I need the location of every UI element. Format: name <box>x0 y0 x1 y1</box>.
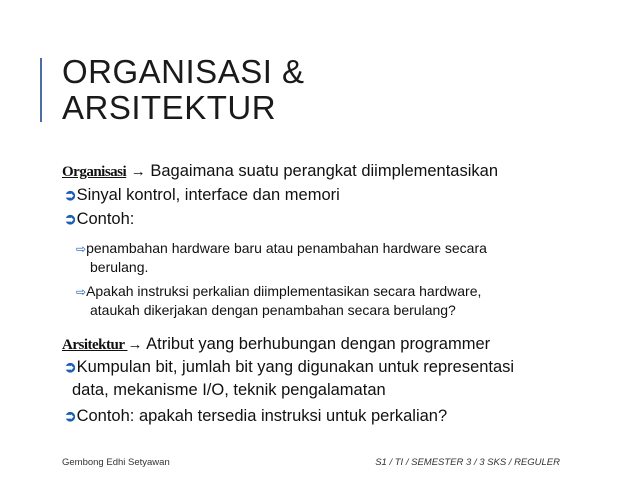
right-arrow-icon: → <box>130 163 146 180</box>
arsitektur-item-text: Kumpulan bit, jumlah bit yang digunakan untuk representasi <box>76 358 515 376</box>
right-arrow-icon: → <box>127 336 143 353</box>
organisasi-term: Organisasi <box>62 164 127 180</box>
title-accent-bar <box>40 58 42 122</box>
sub-bullet-arrow-icon: ⇨ <box>76 285 87 299</box>
bullet-arrow-icon: ➲ <box>64 211 77 228</box>
list-item-continuation <box>72 379 632 401</box>
arsitektur-definition-text: Atribut yang berhubungan dengan programmer <box>142 335 491 353</box>
bullet-arrow-icon: ➲ <box>64 187 77 204</box>
footer-course-info: S1 / TI / SEMESTER 3 / 3 SKS / REGULER <box>375 457 560 468</box>
arsitektur-definition <box>62 333 622 356</box>
arsitektur-item-text: data, mekanisme I/O, teknik pengalamatan <box>72 381 386 399</box>
footer-author: Gembong Edhi Setyawan <box>62 457 170 468</box>
arsitektur-item-text: Contoh: apakah tersedia instruksi untuk perkalian? <box>76 407 448 425</box>
list-item <box>64 208 624 231</box>
list-item <box>64 405 624 428</box>
sub-list-item-continuation <box>90 258 638 276</box>
list-item <box>64 356 624 379</box>
example-text: ataukah dikerjakan dengan penambahan secara berulang? <box>90 302 456 318</box>
sub-list-item <box>76 239 636 258</box>
slide-content <box>62 160 622 425</box>
slide-title <box>62 54 305 126</box>
sub-bullet-arrow-icon: ⇨ <box>76 242 87 256</box>
example-text: penambahan hardware baru atau penambahan hardware secara <box>86 240 487 256</box>
example-text: Apakah instruksi perkalian diimplementasikan secara hardware, <box>86 283 482 299</box>
title-line-1: ORGANISASI & <box>62 53 305 90</box>
sub-list-item <box>76 282 636 301</box>
organisasi-item-text: Contoh: <box>76 210 135 228</box>
arsitektur-term: Arsitektur <box>62 337 128 353</box>
sub-list-item-continuation <box>90 301 638 319</box>
title-line-2: ARSITEKTUR <box>62 89 277 126</box>
organisasi-definition-text: Bagaimana suatu perangkat diimplementasikan <box>145 162 498 180</box>
bullet-arrow-icon: ➲ <box>64 359 77 376</box>
organisasi-definition <box>62 160 622 183</box>
list-item <box>64 184 624 207</box>
example-text: berulang. <box>90 259 149 275</box>
organisasi-item-text: Sinyal kontrol, interface dan memori <box>76 186 340 204</box>
bullet-arrow-icon: ➲ <box>64 408 77 425</box>
